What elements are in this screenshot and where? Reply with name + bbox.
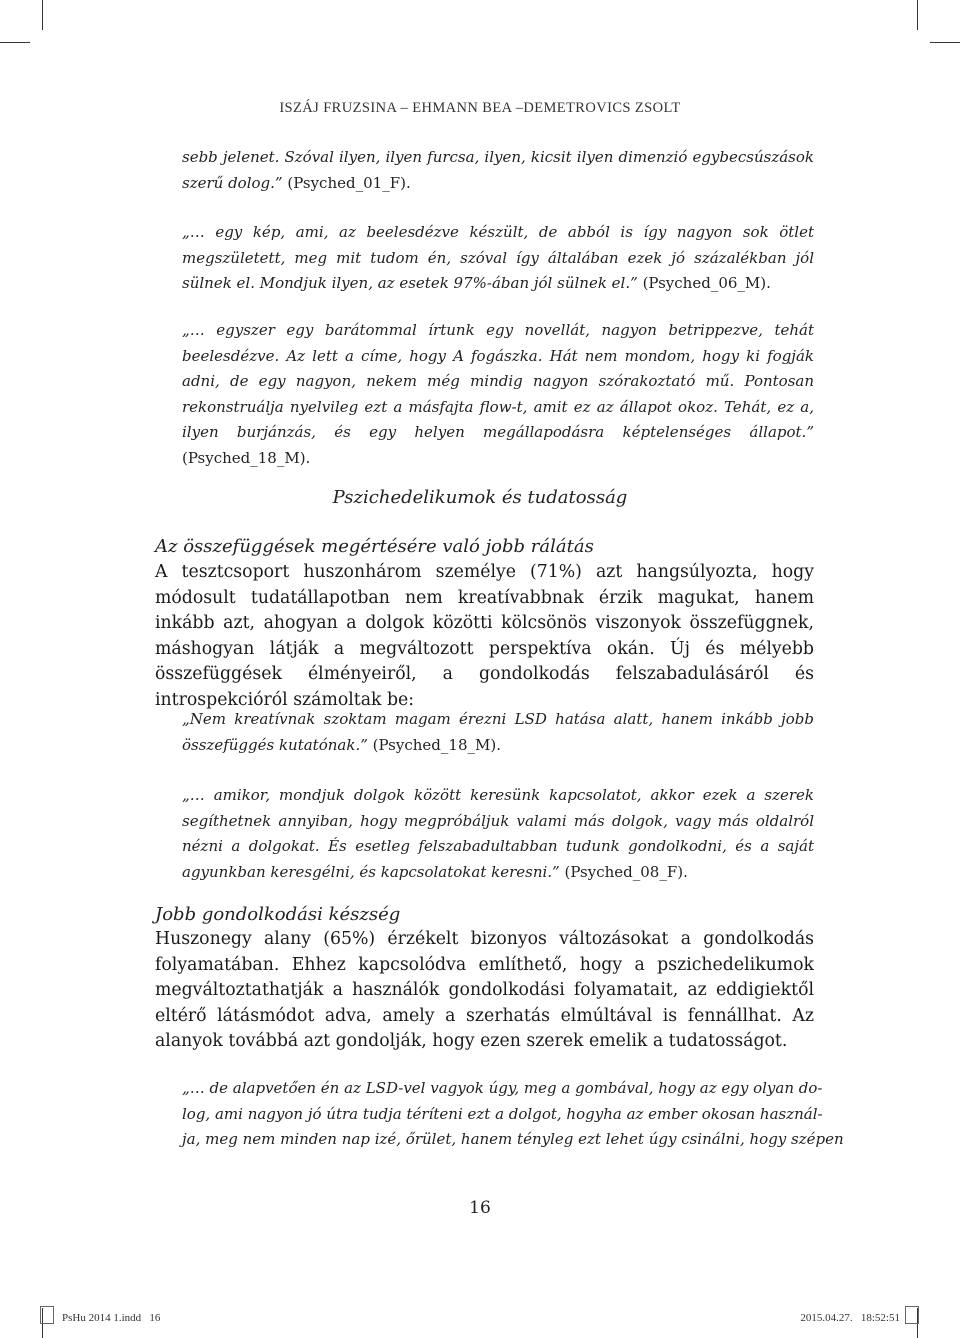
page-number: 16 xyxy=(469,1198,491,1218)
quote-reference: (Psyched_01_F). xyxy=(282,173,411,192)
footer-timestamp: 2015.04.27. 18:52:51 xyxy=(800,1312,900,1324)
section-title: Pszichedelikumok és tudatosság xyxy=(332,487,628,508)
quote-block xyxy=(182,1076,844,1153)
quote-text: „… egy kép, ami, az beelesdézve készült, de abból is így nagyon sok ötlet megszületett, meg mit tudom én, szóval így általában ezek jó százalékban jól sülnek el. Mondjuk ilyen, az esetek 97%-ában jól sülnek el.” xyxy=(182,223,814,292)
footer-box-right xyxy=(905,1306,919,1324)
footer-file: PsHu 2014 1.indd 16 xyxy=(62,1312,161,1324)
crop-mark xyxy=(917,0,918,30)
quote-line: ja, meg nem minden nap izé, őrület, hanem tényleg ezt lehet úgy csinálni, hogy szépen xyxy=(182,1130,844,1148)
quote-text: „… egyszer egy barátommal írtunk egy novellát, nagyon betrippezve, tehát beelesdézve. Az lett a címe, hogy A fogászka. Hát nem mondom, hogy ki fogják adni, de egy nagyon, nekem még mindig nagyon szórakoztató mű. Pontosan rekonstruálja nyelvileg ezt a másfajta flow-t, amit ez az állapot okoz. Tehát, ez a, ilyen burjánzás, és egy helyen megállapodásra képtelenséges állapot.” xyxy=(182,321,814,441)
subheading: Jobb gondolkodási készség xyxy=(155,904,401,925)
quote-text: „… amikor, mondjuk dolgok között keresünk kapcsolatot, akkor ezek a szerek segíthetnek annyiban, hogy megpróbáljuk valami más dolgok, vagy más oldalról nézni a dolgokat. És esetleg felszabadultabban tudunk gondolkodni, és a saját agyunkban keresgélni, és kapcsolatokat keresni.” xyxy=(182,786,814,881)
body-paragraph: Huszonegy alany (65%) érzékelt bizonyos változásokat a gondolkodás folyamatában. Ehhez kapcsolódva említhető, hogy a pszichedelikumok megváltoztathatják a használók gondolkodási folyamatait, az eddigiektől eltérő látásmódot adva, amely a szerhatás elmúltával is fennállhat. Az alanyok továbbá azt gondolják, hogy ezen szerek emelik a tudatosságot. xyxy=(155,929,814,1051)
quote-block xyxy=(182,220,814,297)
footer-box-left xyxy=(40,1306,54,1324)
quote-reference: (Psyched_18_M). xyxy=(367,735,501,754)
quote-reference: (Psyched_18_M). xyxy=(182,448,311,467)
quote-reference: (Psyched_06_M). xyxy=(637,274,771,292)
crop-mark xyxy=(0,42,30,43)
quote-line: log, ami nagyon jó útra tudja téríteni ezt a dolgot, hogyha az ember okosan használ- xyxy=(182,1104,823,1123)
quote-reference: (Psyched_08_F). xyxy=(559,862,688,881)
crop-mark xyxy=(42,0,43,30)
running-header: ISZÁJ FRUZSINA – EHMANN BEA –DEMETROVICS ZSOLT xyxy=(279,100,681,116)
crop-mark xyxy=(930,42,960,43)
quote-block xyxy=(182,145,814,196)
quote-line: „… de alapvetően én az LSD-vel vagyok úgy, meg a gombával, hogy az egy olyan do- xyxy=(182,1079,823,1097)
quote-text: „Nem kreatívnak szoktam magam érezni LSD hatása alatt, hanem inkább jobb összefüggés kutatónak.” xyxy=(182,710,814,754)
quote-text: sebb jelenet. Szóval ilyen, ilyen furcsa, ilyen, kicsit ilyen dimenzió egybecsúszások szerű dolog.” xyxy=(182,148,814,192)
quote-block xyxy=(182,783,814,885)
quote-block xyxy=(182,707,814,758)
subheading: Az összefüggések megértésére való jobb rálátás xyxy=(155,536,594,557)
body-paragraph: A tesztcsoport huszonhárom személye (71%) azt hangsúlyozta, hogy módosult tudatállapotban nem kreatívabbnak érzik magukat, hanem inkább azt, ahogyan a dolgok közötti kölcsönös viszonyok összefüggnek, máshogyan látják a megváltozott perspektíva okán. Új és mélyebb összefüggések élményeiről, a gondolkodás felszabadulásáról és introspekcióról számoltak be: xyxy=(155,562,814,710)
quote-block xyxy=(182,318,814,471)
